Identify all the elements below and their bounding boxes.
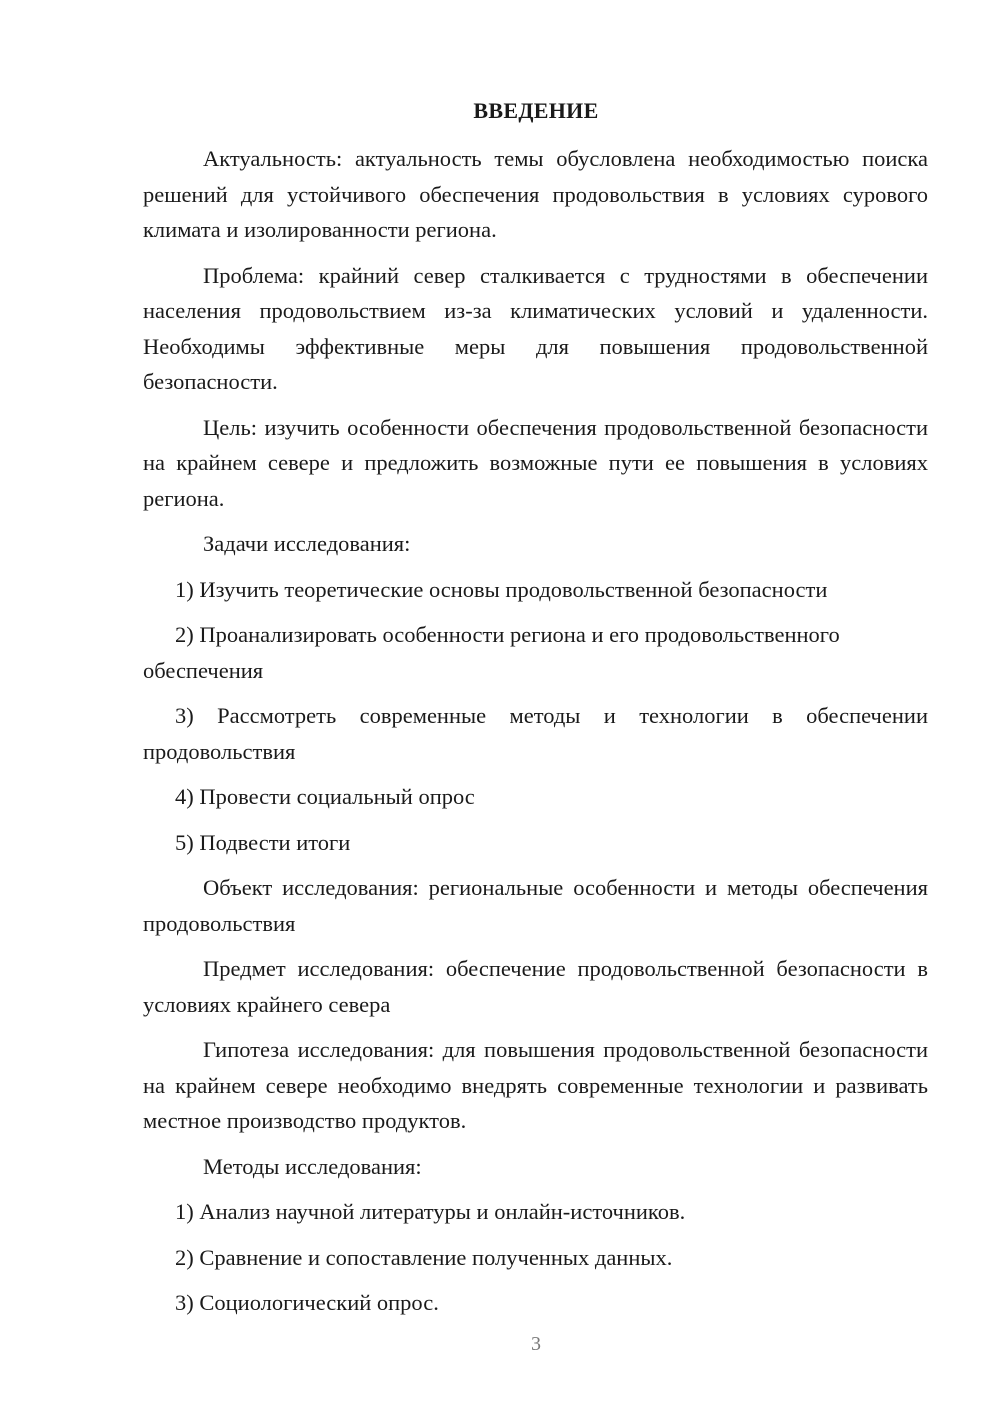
method-item: 2) Сравнение и сопоставление полученных данных. bbox=[175, 1244, 673, 1270]
section-title: ВВЕДЕНИЕ bbox=[473, 98, 599, 123]
method-item: 3) Социологический опрос. bbox=[175, 1290, 439, 1315]
task-item: 3) Рассмотреть современные методы и технологии в обеспечении продовольствия bbox=[143, 703, 928, 764]
task-item: 4) Провести социальный опрос bbox=[175, 784, 475, 809]
relevance-paragraph: Актуальность: актуальность темы обусловлена необходимостью поиска решений для устойчивого обеспечения продовольствия в условиях сурового климата и изолированности региона. bbox=[143, 146, 928, 242]
document-body bbox=[143, 141, 928, 1331]
task-item: 1) Изучить теоретические основы продовольственной безопасности bbox=[175, 576, 828, 602]
hypothesis-paragraph: Гипотеза исследования: для повышения продовольственной безопасности на крайнем севере необходимо внедрять современные технологии и развивать местное производство продуктов. bbox=[143, 1037, 928, 1133]
methods-heading: Методы исследования: bbox=[203, 1153, 422, 1179]
problem-paragraph: Проблема: крайний север сталкивается с трудностями в обеспечении населения продовольствием из-за климатических условий и удаленности. Необходимы эффективные меры для повышения продовольственной безопасности. bbox=[143, 262, 928, 394]
page-number: 3 bbox=[531, 1333, 541, 1355]
method-item: 1) Анализ научной литературы и онлайн-источников. bbox=[175, 1199, 686, 1224]
task-item: 2) Проанализировать особенности региона и его продовольственного обеспечения bbox=[143, 622, 840, 683]
task-item: 5) Подвести итоги bbox=[175, 829, 351, 855]
goal-paragraph: Цель: изучить особенности обеспечения продовольственной безопасности на крайнем севере и предложить возможные пути ее повышения в условиях региона. bbox=[143, 414, 928, 511]
tasks-heading: Задачи исследования: bbox=[203, 531, 411, 556]
object-paragraph: Объект исследования: региональные особенности и методы обеспечения продовольствия bbox=[143, 875, 928, 936]
subject-paragraph: Предмет исследования: обеспечение продовольственной безопасности в условиях крайнего севера bbox=[143, 956, 928, 1017]
